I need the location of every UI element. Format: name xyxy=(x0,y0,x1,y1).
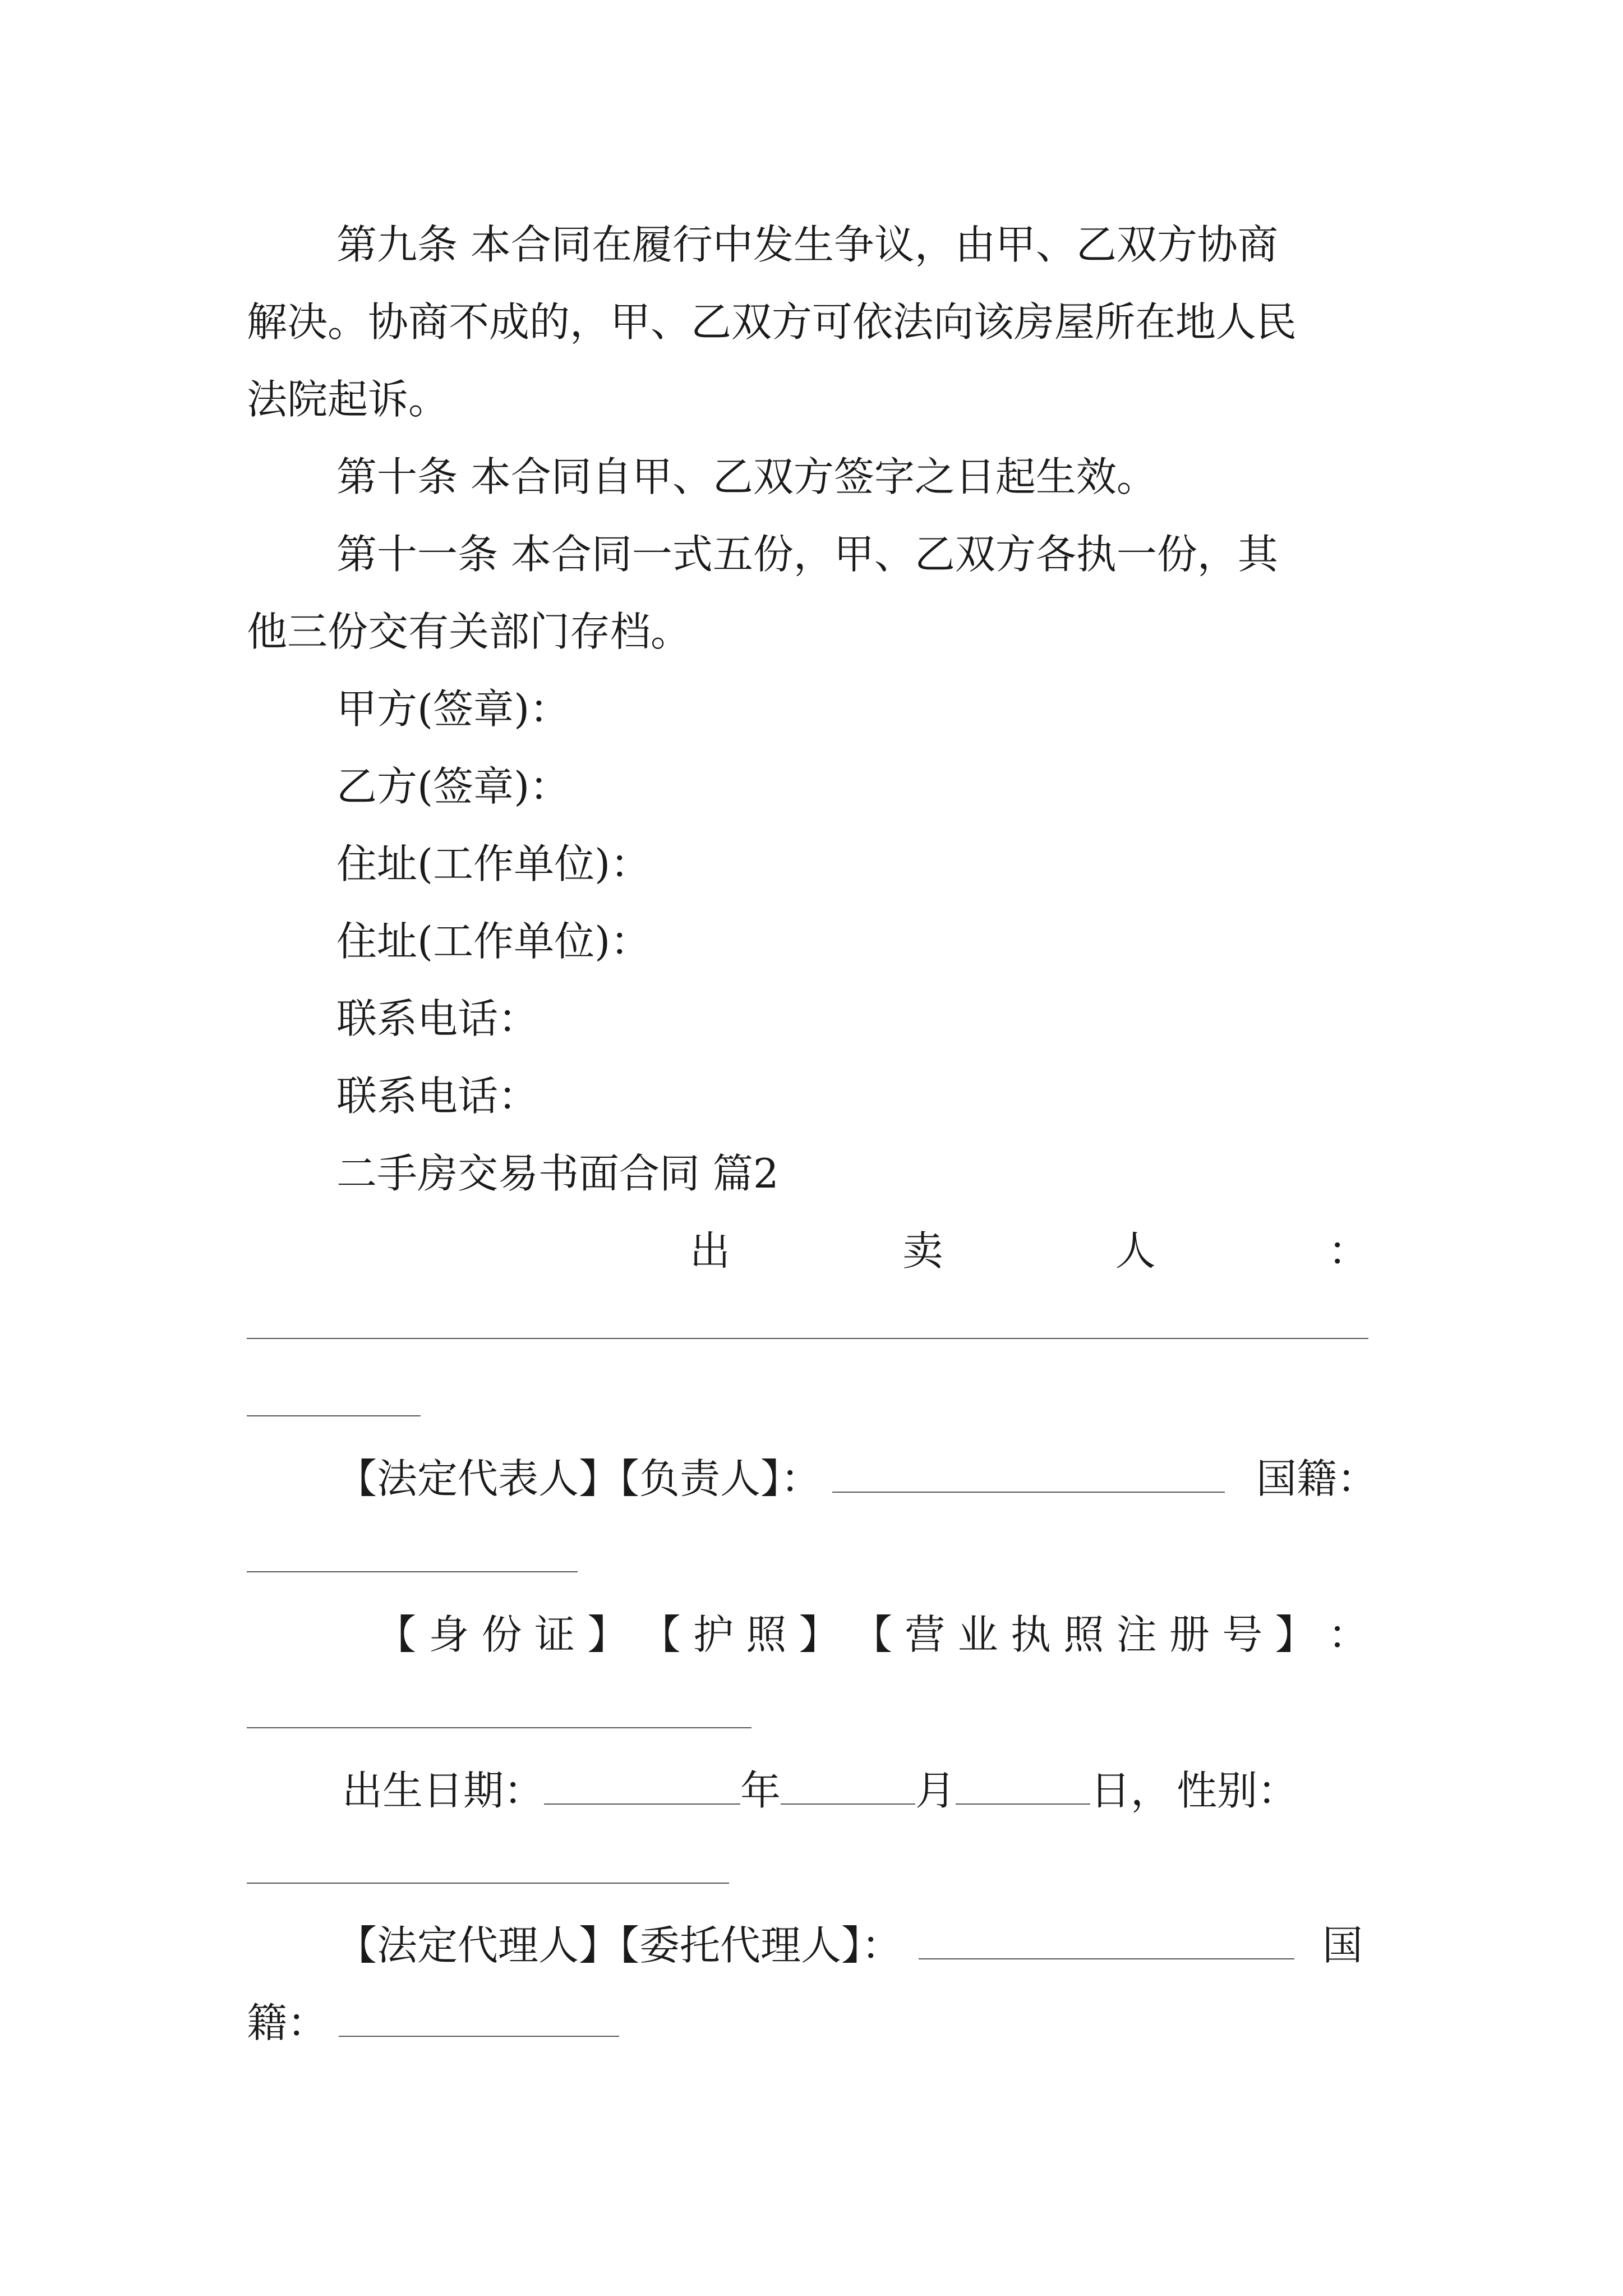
article-11-line-2: 他三份交有关部门存档。 xyxy=(247,608,691,655)
id-char: 照 xyxy=(1063,1611,1104,1658)
seller-char: 出 xyxy=(690,1227,731,1274)
article-9-line-3: 法院起诉。 xyxy=(247,376,449,423)
id-char: 【 xyxy=(851,1611,892,1658)
legal-rep-blank xyxy=(832,1458,1225,1493)
birth-date-line xyxy=(342,1765,1408,1816)
section-2-title: 二手房交易书面合同 篇2 xyxy=(336,1150,779,1197)
id-char: 营 xyxy=(905,1611,946,1658)
id-char: 】 xyxy=(799,1611,840,1658)
party-b-address-label: 住址(工作单位)： xyxy=(336,918,651,965)
party-a-phone-label: 联系电话： xyxy=(336,995,539,1042)
seller-blank-line-1 xyxy=(247,1338,1368,1339)
id-char: 身 xyxy=(428,1611,469,1658)
agent-nationality-label-part2: 籍： xyxy=(247,1999,328,2046)
id-char: 照 xyxy=(746,1611,787,1658)
id-char: 册 xyxy=(1169,1611,1210,1658)
id-char: 注 xyxy=(1116,1611,1157,1658)
seller-label xyxy=(690,1225,1368,1277)
seller-blank-line-2 xyxy=(247,1415,421,1416)
year-label: 年 xyxy=(740,1767,781,1814)
agent-blank xyxy=(919,1925,1294,1959)
gender-blank xyxy=(247,1883,729,1884)
gender-label: 性别： xyxy=(1177,1767,1298,1814)
party-a-signature-label: 甲方(签章)： xyxy=(336,685,570,733)
article-9-line-2: 解决。协商不成的，甲、乙双方可依法向该房屋所在地人民 xyxy=(247,298,1297,346)
legal-rep-line xyxy=(336,1453,1436,1504)
seller-char: 卖 xyxy=(902,1227,943,1274)
birth-year-blank xyxy=(544,1770,740,1805)
birth-day-blank xyxy=(956,1770,1090,1805)
id-char: 证 xyxy=(534,1611,575,1658)
agent-nationality-blank xyxy=(339,2002,619,2037)
article-9-line-1: 第九条 本合同在履行中发生争议，由甲、乙双方协商 xyxy=(336,221,1278,268)
article-11-line-1: 第十一条 本合同一式五份，甲、乙双方各执一份，其 xyxy=(336,531,1278,578)
nationality-label: 国籍： xyxy=(1256,1455,1378,1502)
id-char: 【 xyxy=(640,1611,681,1658)
agent-nationality-label-part1: 国 xyxy=(1322,1922,1363,1969)
id-char: 份 xyxy=(481,1611,522,1658)
id-char: 号 xyxy=(1222,1611,1263,1658)
agent-line xyxy=(336,1920,1402,1971)
birth-date-label: 出生日期： xyxy=(342,1767,545,1814)
id-char: ： xyxy=(1327,1611,1368,1658)
id-number-blank xyxy=(247,1727,751,1728)
id-char: 护 xyxy=(693,1611,734,1658)
id-char: 业 xyxy=(957,1611,998,1658)
seller-char: 人 xyxy=(1115,1227,1156,1274)
party-b-phone-label: 联系电话： xyxy=(336,1073,539,1120)
id-type-label xyxy=(376,1609,1368,1660)
party-a-address-label: 住址(工作单位)： xyxy=(336,840,651,887)
birth-month-blank xyxy=(781,1770,915,1805)
agent-label: 【法定代理人】【委托代理人】： xyxy=(336,1922,902,1969)
party-b-signature-label: 乙方(签章)： xyxy=(336,763,570,810)
legal-rep-label: 【法定代表人】【负责人】： xyxy=(336,1455,822,1502)
id-char: 【 xyxy=(376,1611,417,1658)
article-10: 第十条 本合同自甲、乙双方签字之日起生效。 xyxy=(336,453,1157,500)
id-char: 】 xyxy=(1275,1611,1316,1658)
month-label: 月 xyxy=(915,1767,956,1814)
day-label: 日， xyxy=(1090,1767,1172,1814)
agent-nationality-line xyxy=(247,1997,1396,2049)
id-char: 】 xyxy=(587,1611,628,1658)
nationality-blank xyxy=(247,1571,578,1572)
id-char: 执 xyxy=(1010,1611,1051,1658)
seller-char: ： xyxy=(1327,1227,1368,1274)
